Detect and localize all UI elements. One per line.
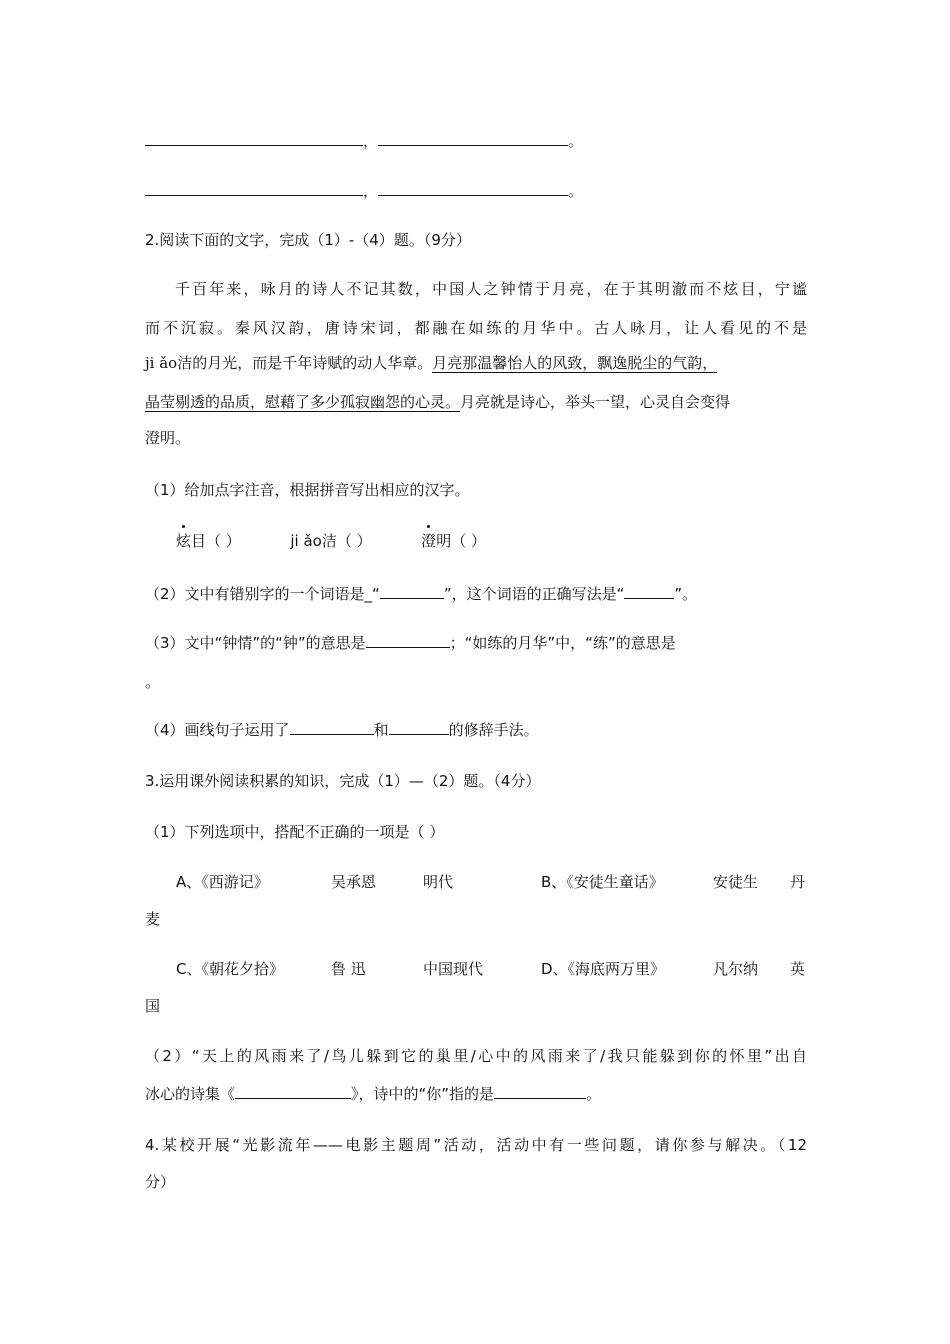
passage-line-4: 晶莹剔透的品质，慰藉了多少孤寂幽怨的心灵。月亮就是诗心，举头一望，心灵自会变得 <box>145 393 731 411</box>
option-d-author: 凡尔纳 <box>713 960 759 978</box>
q3-sub2-line-2: 冰心的诗集《 》，诗中的“你”指的是 。 <box>145 1085 602 1103</box>
passage-line-5: 澄明。 <box>145 429 191 447</box>
option-b-author: 安徒生 <box>713 873 759 891</box>
answer-blank[interactable] <box>624 584 674 599</box>
answer-blank[interactable] <box>145 131 363 146</box>
option-a-author: 吴承恩 <box>331 873 377 891</box>
option-a-label: A、《西游记》 <box>176 873 269 891</box>
passage-line-1: 千百年来，咏月的诗人不记其数，中国人之钟情于月亮，在于其明澈而不炫目，宁谧 <box>175 280 807 298</box>
q2-sub2: （2）文中有错别字的一个词语是_“ ”，这个词语的正确写法是“ ”。 <box>145 585 698 603</box>
q2-sub3-end: 。 <box>145 673 161 691</box>
passage-line-3: ji ǎo洁的月光，而是千年诗赋的动人华章。月亮那温馨怡人的风致，飘逸脱尘的气韵， <box>145 354 718 372</box>
q2-sub1-items: 炫目（ ） ji ǎo洁（ ） 澄明（ ） <box>176 532 486 550</box>
q3-option-b-wrap: 麦 <box>145 910 161 928</box>
answer-blank[interactable] <box>290 720 374 735</box>
underlined-sentence: 月亮那温馨怡人的风致，飘逸脱尘的气韵， <box>432 354 718 372</box>
q4-line-1: 4.某校开展“光影流年——电影主题周”活动，活动中有一些问题，请你参与解决。（12 <box>145 1136 807 1154</box>
option-d-country: 英 <box>790 960 806 978</box>
option-c-era: 中国现代 <box>423 960 484 978</box>
blank-line-2: ， 。 <box>145 181 807 201</box>
q3-option-d-wrap: 国 <box>145 997 161 1015</box>
option-b-country: 丹 <box>790 873 806 891</box>
dotted-char: 炫 <box>176 532 192 550</box>
q2-sub3: （3）文中“钟情”的“钟”的意思是 ；“如练的月华”中，“练”的意思是 <box>145 634 676 652</box>
underlined-sentence: 晶莹剔透的品质，慰藉了多少孤寂幽怨的心灵。 <box>145 393 461 411</box>
answer-blank[interactable] <box>235 1084 351 1099</box>
answer-blank[interactable] <box>378 131 568 146</box>
answer-blank[interactable] <box>378 181 568 196</box>
option-a-era: 明代 <box>423 873 454 891</box>
passage-line-2: 而不沉寂。秦风汉韵，唐诗宋词，都融在如练的月华中。古人咏月，让人看见的不是 <box>145 319 807 337</box>
option-d-label: D、《海底两万里》 <box>541 960 666 978</box>
q3-sub2-line-1: （2）“天上的风雨来了/鸟儿躲到它的巢里/心中的风雨来了/我只能躲到你的怀里”出自 <box>145 1047 807 1065</box>
q2-sub1-prompt: （1）给加点字注音，根据拼音写出相应的汉字。 <box>145 481 470 499</box>
q2-sub4: （4）画线句子运用了 和 的修辞手法。 <box>145 721 539 739</box>
answer-blank[interactable] <box>494 1084 586 1099</box>
q3-sub1-prompt: （1）下列选项中，搭配不正确的一项是（ ） <box>145 823 445 841</box>
q3-title: 3.运用课外阅读积累的知识，完成（1）—（2）题。（4分） <box>145 772 541 790</box>
option-c-author: 鲁 迅 <box>331 960 366 978</box>
q2-title: 2.阅读下面的文字，完成（1）-（4）题。（9分） <box>145 231 471 249</box>
q4-line-2: 分） <box>145 1173 176 1191</box>
option-b-label: B、《安徒生童话》 <box>541 873 664 891</box>
answer-blank[interactable] <box>380 584 444 599</box>
answer-blank[interactable] <box>366 633 450 648</box>
dotted-char: 澄 <box>421 532 437 550</box>
answer-blank[interactable] <box>389 720 449 735</box>
blank-line-1: ， 。 <box>145 131 807 151</box>
answer-blank[interactable] <box>145 181 363 196</box>
option-c-label: C、《朝花夕拾》 <box>176 960 284 978</box>
